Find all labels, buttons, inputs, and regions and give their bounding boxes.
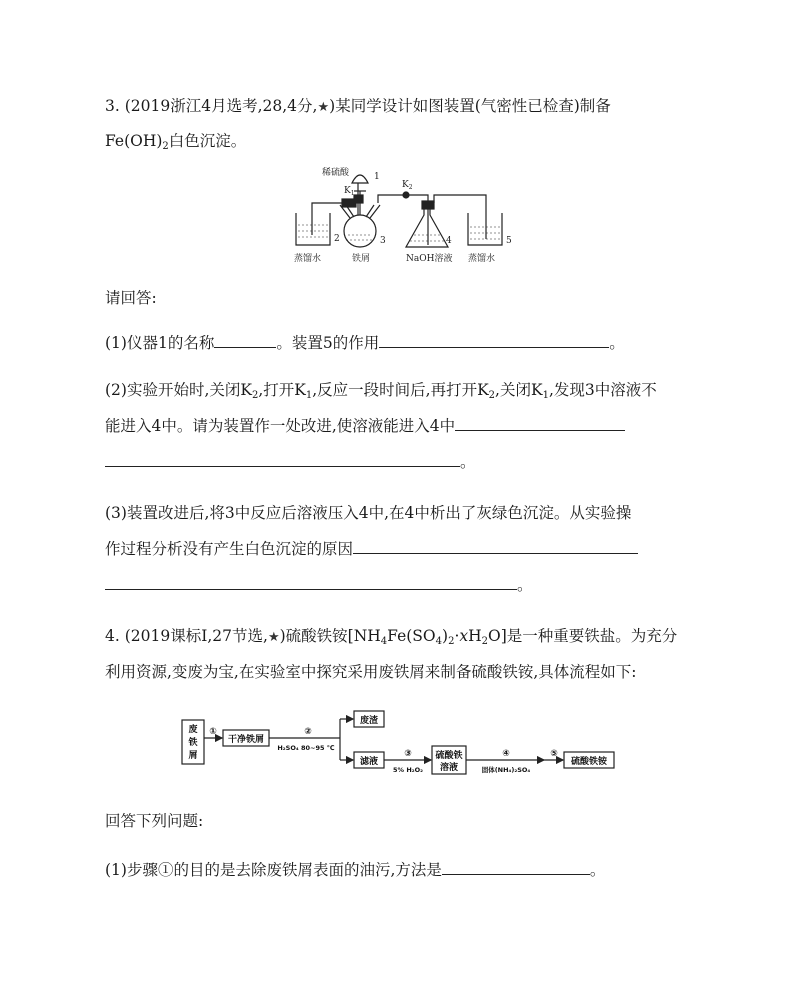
flow-residue: 废渣 (359, 716, 379, 726)
answer-blank-4[interactable] (442, 860, 590, 875)
flow-step5: ⑤ (550, 749, 558, 759)
q3-part1: (1)仪器1的名称 。装置5的作用 。 (105, 334, 625, 352)
q3-stem-line2: $Fe(OH)_2$白色沉淀。 (105, 132, 247, 152)
q4-stem-line1: 4. (2019课标Ⅰ,27节选,★)硫酸铁铵$[NH_4Fe(SO_4)_2\cdot xH_2O]$是一种重要铁盐。为充分 (105, 627, 678, 647)
q3-part3-line3: 。 (105, 575, 533, 595)
q4-stem-line2: 利用资源,变废为宝,在实验室中探究采用废铁屑来制备硫酸铁铵,具体流程如下: (105, 663, 637, 681)
label-3: 3 (380, 236, 386, 246)
caption-naoh: NaOH溶液 (406, 254, 453, 264)
caption-iron: 铁屑 (352, 254, 371, 264)
q4-number: 4. (105, 627, 120, 645)
q3-part2-line2: 能进入4中。请为装置作一处改进,使溶液能进入4中 (105, 416, 625, 436)
q4-part1: (1)步骤①的目的是去除废铁屑表面的油污,方法是 。 (105, 861, 606, 879)
flow-waste-iron-3: 屑 (188, 751, 198, 761)
process-flowchart (178, 710, 628, 782)
q3-part2-line1: (2)实验开始时,关闭$K_2$,打开$K_1$,反应一段时间后,再打开$K_2$,关闭$K_1$,发现3中溶液不 (105, 381, 657, 401)
q3-stem-line1: 3. (2019浙江4月选考,28,4分,★)某同学设计如图装置(气密性已检查)制备 (105, 96, 611, 118)
difficulty-star-icon: ★ (267, 630, 280, 645)
q3-part3-line1: (3)装置改进后,将3中反应后溶液压入4中,在4中析出了灰绿色沉淀。从实验操 (105, 504, 632, 522)
q4-prompt: 回答下列问题: (105, 812, 204, 830)
answer-blank-1a[interactable] (214, 333, 276, 348)
flow-waste-iron-2: 铁 (188, 738, 198, 748)
flow-waste-iron-1: 废 (188, 725, 198, 735)
flow-cond2: H₂SO₄ 80~95 ℃ (277, 744, 335, 752)
flow-sulfate-2: 溶液 (439, 763, 459, 773)
q4-source: (2019课标Ⅰ,27节选, (124, 627, 268, 645)
label-k2: $K_2$ (402, 180, 413, 191)
answer-blank-3a[interactable] (353, 539, 638, 554)
flow-step3: ③ (404, 749, 412, 759)
flow-filtrate: 滤液 (359, 757, 379, 767)
label-k1: $K_1$ (344, 186, 355, 197)
label-2: 2 (334, 234, 340, 244)
flow-step1: ① (209, 727, 217, 737)
flow-cond3: 5% H₂O₂ (393, 766, 423, 774)
apparatus-figure (288, 165, 538, 265)
caption-water1: 蒸馏水 (294, 254, 322, 264)
flow-step4: ④ (502, 749, 510, 759)
label-acid: 稀硫酸 (322, 168, 350, 178)
difficulty-star-icon: ★ (317, 100, 330, 115)
q3-stem: 某同学设计如图装置(气密性已检查)制备 (335, 97, 611, 115)
flow-clean-iron: 干净铁屑 (227, 735, 265, 745)
flow-product: 硫酸铁铵 (570, 757, 608, 767)
flow-sulfate-1: 硫酸铁 (435, 751, 463, 761)
answer-blank-2a[interactable] (455, 416, 625, 431)
caption-water2: 蒸馏水 (468, 254, 496, 264)
q3-prompt: 请回答: (105, 289, 157, 307)
flow-step2: ② (304, 727, 312, 737)
label-4: 4 (446, 236, 452, 246)
q3-part3-line2: 作过程分析没有产生白色沉淀的原因 (105, 539, 638, 559)
answer-blank-3b[interactable] (105, 575, 517, 590)
flow-cond4: 固体(NH₄)₂SO₄ (481, 766, 531, 774)
label-5: 5 (506, 236, 512, 246)
q3-number: 3. (105, 97, 120, 115)
q3-source: (2019浙江4月选考,28,4分, (124, 97, 318, 115)
answer-blank-1b[interactable] (379, 333, 609, 348)
q3-part2-line3: 。 (105, 452, 476, 472)
answer-blank-2b[interactable] (105, 452, 460, 467)
label-1: 1 (374, 172, 380, 182)
